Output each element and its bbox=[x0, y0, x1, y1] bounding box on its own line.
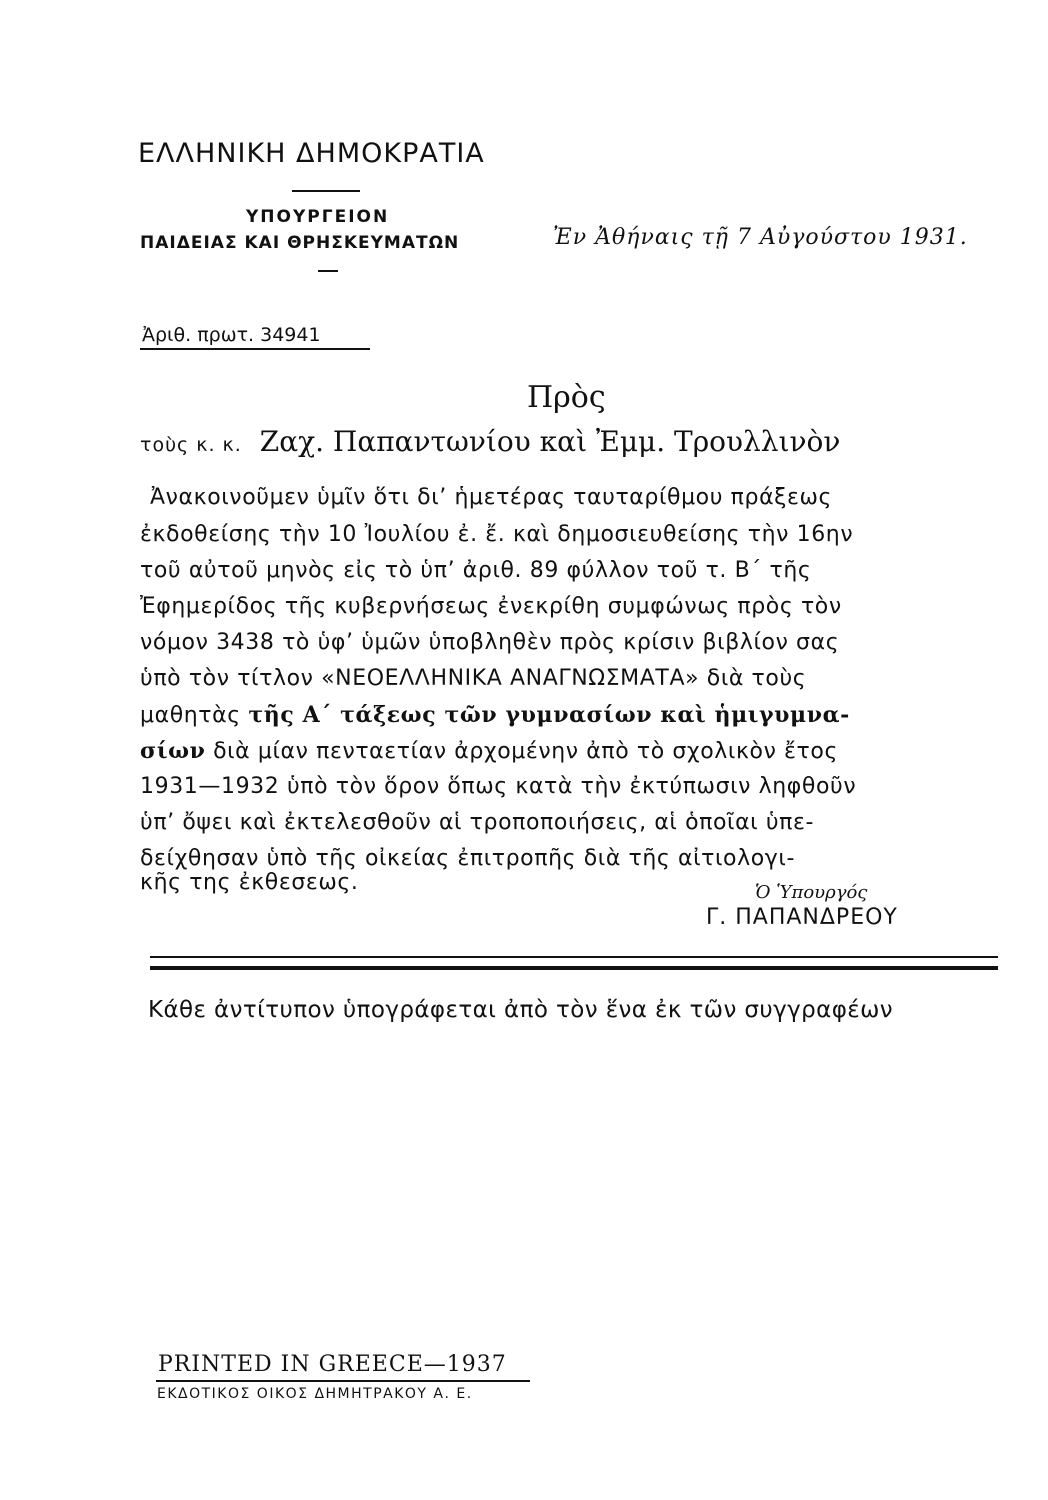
body-line-6: ὑπὸ τὸν τίτλον «ΝΕΟΕΛΛΗΝΙΚΑ ΑΝΑΓΝΩΣΜΑΤΑ» διὰ τοὺς bbox=[140, 666, 807, 691]
body-line-8-rest: διὰ μίαν πενταετίαν ἀρχομένην ἀπὸ τὸ σχολικὸν ἔτος bbox=[213, 739, 838, 764]
body-line-1: Ἀνακοινοῦμεν ὑμῖν ὅτι δι’ ἡμετέρας ταυταρίθμου πράξεως bbox=[150, 485, 833, 510]
double-rule-bottom bbox=[150, 966, 998, 970]
addressee-line bbox=[140, 425, 840, 458]
body-line-8 bbox=[140, 738, 838, 764]
publisher-name: ΕΚΔΟΤΙΚΟΣ ΟΙΚΟΣ ΔΗΜΗΤΡΑΚΟΥ Α. Ε. bbox=[157, 1386, 473, 1402]
protocol-underline bbox=[140, 348, 370, 350]
body-line-3: τοῦ αὐτοῦ μηνὸς εἰς τὸ ὑπ’ ἀριθ. 89 φύλλον τοῦ τ. Β΄ τῆς bbox=[140, 558, 812, 583]
printed-in-greece: PRINTED IN GREECE—1937 bbox=[158, 1352, 507, 1377]
addressee-names: Ζαχ. Παπαντωνίου καὶ Ἐμμ. Τρουλλινὸν bbox=[259, 425, 841, 458]
header-divider bbox=[292, 190, 360, 192]
footer-rule bbox=[156, 1380, 530, 1382]
signature-title: Ὁ Ὑπουργός bbox=[755, 882, 868, 903]
signature-name: Γ. ΠΑΠΑΝΔΡΕΟΥ bbox=[706, 905, 898, 930]
ministry-divider bbox=[318, 270, 338, 272]
addressee-pros: Πρὸς bbox=[527, 380, 606, 415]
addressee-label: τοὺς κ. κ. bbox=[140, 434, 242, 456]
body-line-7-start: μαθητὰς bbox=[140, 703, 241, 728]
body-line-12: κῆς της ἐκθεσεως. bbox=[140, 870, 359, 895]
body-line-8-bold: σίων bbox=[140, 738, 206, 764]
body-line-10: ὑπ’ ὄψει καὶ ἐκτελεσθοῦν αἱ τροποποιήσεις, αἱ ὁποῖαι ὑπε- bbox=[140, 810, 815, 835]
body-line-11: δείχθησαν ὑπὸ τῆς οἰκείας ἐπιτροπῆς διὰ τῆς αἰτιολογι- bbox=[140, 846, 795, 871]
body-line-7 bbox=[140, 702, 850, 728]
body-line-9: 1931—1932 ὑπὸ τὸν ὅρον ὅπως κατὰ τὴν ἐκτύπωσιν ληφθοῦν bbox=[140, 774, 857, 799]
body-line-7-bold: τῆς Α΄ τάξεως τῶν γυμνασίων καὶ ἡμιγυμνα- bbox=[248, 702, 850, 728]
protocol-number: Ἀριθ. πρωτ. 34941 bbox=[142, 324, 321, 346]
body-line-4: Ἐφημερίδος τῆς κυβερνήσεως ἐνεκρίθη συμφώνως πρὸς τὸν bbox=[140, 594, 842, 619]
copy-signature-note: Κάθε ἀντίτυπον ὑπογράφεται ἀπὸ τὸν ἕνα ἐκ τῶν συγγραφέων bbox=[148, 997, 894, 1023]
place-date: Ἐν Ἀθήναις τῇ 7 Αὐγούστου 1931. bbox=[553, 225, 968, 250]
ministry-name-line1: ΥΠΟΥΡΓΕΙΟΝ bbox=[246, 207, 390, 227]
ministry-name-line2: ΠΑΙΔΕΙΑΣ ΚΑΙ ΘΡΗΣΚΕΥΜΑΤΩΝ bbox=[140, 233, 460, 253]
republic-heading: ΕΛΛΗΝΙΚΗ ΔΗΜΟΚΡΑΤΙΑ bbox=[138, 138, 485, 169]
body-line-2: ἐκδοθείσης τὴν 10 Ἰουλίου ἐ. ἔ. καὶ δημοσιευθείσης τὴν 16ην bbox=[140, 522, 854, 547]
double-rule-top bbox=[150, 956, 998, 958]
body-line-5: νόμον 3438 τὸ ὑφ’ ὑμῶν ὑποβληθὲν πρὸς κρίσιν βιβλίον σας bbox=[140, 630, 840, 655]
